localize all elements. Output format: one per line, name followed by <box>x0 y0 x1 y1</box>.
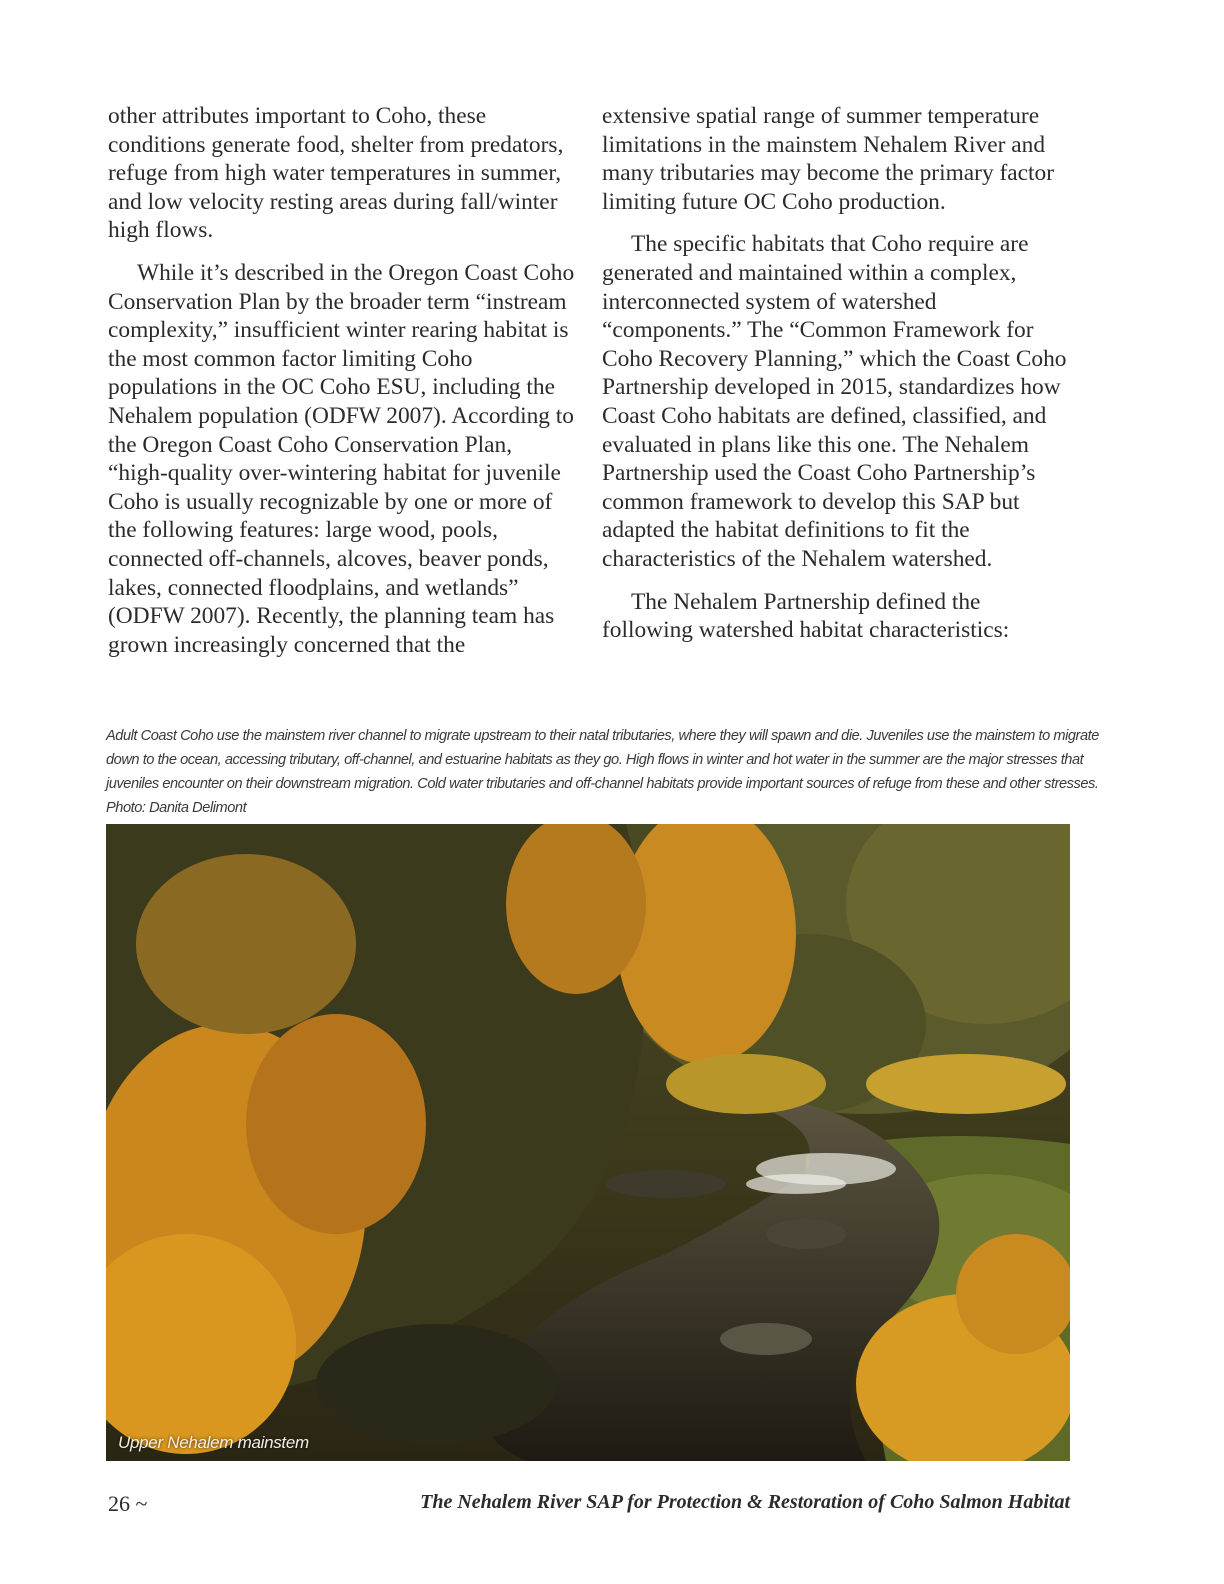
photo-caption <box>106 724 1099 820</box>
left-paragraph-2: While it’s described in the Oregon Coast Coho Conservation Plan by the broader term “instream complexity,” insufficient winter rearing habitat is the most common factor limiting Coho populations in the OC Coho ESU, including the Nehalem population (ODFW 2007). According to the Oregon Coast Coho Conservation Plan, “high-quality over-wintering habitat for juvenile Coho is usually recognizable by one or more of the following features: large wood, pools, connected off-channels, alcoves, beaver ponds, lakes, connected floodplains, and wetlands” (ODFW 2007). Recently, the planning team has grown increasingly concerned that the <box>108 259 575 658</box>
caption-line-1: Adult Coast Coho use the mainstem river channel to migrate upstream to their natal tributaries, where they will spawn and die. Juveniles use the mainstem to migrate <box>106 728 1099 744</box>
caption-line-4: Photo: Danita Delimont <box>106 800 247 816</box>
river-photo <box>106 824 1070 1461</box>
page-number: 26 ~ <box>108 1491 148 1516</box>
right-paragraph-1: extensive spatial range of summer temperature limitations in the mainstem Nehalem River and many tributaries may become the primary factor limiting future OC Coho production. <box>602 103 1055 215</box>
photo-location-label: Upper Nehalem mainstem <box>118 1433 309 1452</box>
running-footer-title: The Nehalem River SAP for Protection & Restoration of Coho Salmon Habitat <box>420 1491 1070 1513</box>
caption-line-2: down to the ocean, accessing tributary, off-channel, and estuarine habitats as they go. High flows in winter and hot water in the summer are the major stresses that <box>106 752 1084 768</box>
right-paragraph-2: The specific habitats that Coho require are generated and maintained within a complex, interconnected system of watershed “components.” The “Common Framework for Coho Recovery Planning,” which the Coast Coho Partnership developed in 2015, standardizes how Coast Coho habitats are defined, classified, and evaluated in plans like this one. The Nehalem Partnership used the Coast Coho Partnership’s common framework to develop this SAP but adapted the habitat definitions to fit the characteristics of the Nehalem watershed. <box>602 231 1067 572</box>
left-paragraph-1: other attributes important to Coho, these conditions generate food, shelter from predators, refuge from high water temperatures in summer, and low velocity resting areas during fall/winter high flows. <box>108 103 564 244</box>
river-photo-illustration <box>106 824 1070 1461</box>
caption-line-3: juveniles encounter on their downstream migration. Cold water tributaries and off-channel habitats provide important sources of refuge from these and other stresses. <box>106 776 1099 792</box>
right-column <box>602 102 1070 659</box>
right-paragraph-3: The Nehalem Partnership defined the following watershed habitat characteristics: <box>602 588 1010 644</box>
left-column <box>108 102 576 673</box>
